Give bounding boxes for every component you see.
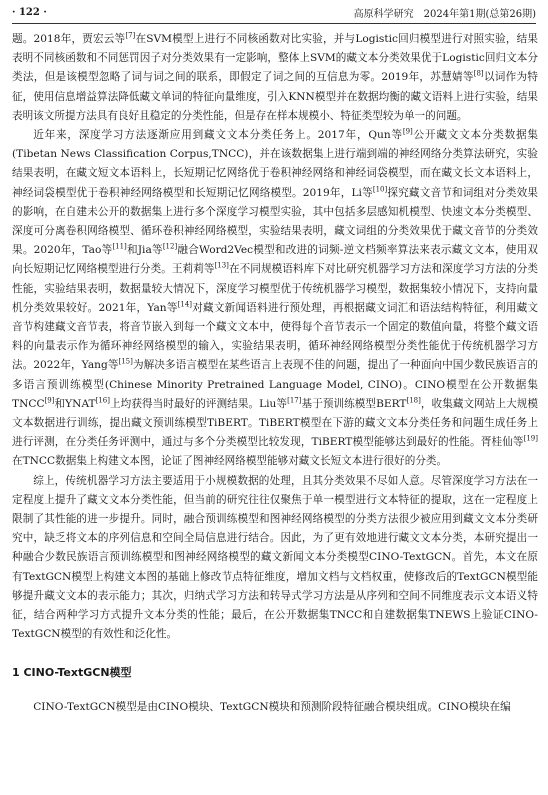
citation-ref: [10]	[372, 185, 388, 194]
paragraph-text: 以词作为特征，使用信息增益算法降低藏文单词的特征向量维度，引入KNN模型并在数据均衡的藏文语料上进行实验，结果表明该文所提方法具有良好且稳定的分类性能，但是存在样本规模小、特征类型较为单一的问题。	[12, 71, 538, 122]
citation-ref: [11]	[112, 242, 127, 251]
citation-ref: [13]	[214, 261, 229, 270]
section-first-line: CINO-TextGCN模型是由CINO模块、TextGCN模块和预测阶段特征融合模块组成。CINO模块在编	[33, 700, 511, 713]
citation-ref: [16]	[95, 396, 110, 405]
paragraph-text: 题。2018年，贾宏云等	[12, 33, 126, 45]
article-body	[12, 30, 538, 717]
running-header	[12, 4, 536, 24]
paragraph-text: 综上，传统机器学习方法主要适用于小规模数据的处理，且其分类效果不尽如人意。尽管深度学习方法在一定程度上提升了藏文文本分类性能，但当前的研究往往仅聚焦于单一模型进行文本特征的提取，这在一定程度上限制了其性能的进一步提升。同时，融合预训练模型和图神经网络模型的分类方法很少被应用到藏文文本分类研究中，缺乏将文本的序列信息和空间全局信息进行结合。因此，为了更有效地进行藏文文本分类，本研究提出一种融合少数民族语言预训练模型和图神经网络模型的藏文新闻文本分类模型CINO-TextGCN。首先，本文在原有TextGCN模型上构建文本图的基础上修改节点特征维度，增加文档与文档权重，使修改后的TextGCN模型能够提升藏文文本的表示能力；其次，归纳式学习方法和转导式学习方法是从序列和空间不同维度表示文本语义特征，结合两种学习方式提升文本分类的性能；最后，在公开数据集TNCC和自建数据集TNEWS上验证CINO-TextGCN模型的有效性和泛化性。	[12, 474, 538, 641]
journal-issue-label: 高原科学研究 2024年第1期(总第26期)	[353, 8, 536, 20]
citation-ref: [18]	[406, 396, 421, 405]
paragraph-text: 在不同规模语料库下对比研究机器学习方法和深度学习方法的分类性能，实验结果表明，数据量较大情况下，深度学习模型优于传统机器学习模型，数据集较小情况下，支持向量机分类效果较好。2021年，Yan等	[12, 263, 539, 314]
paragraph-text: ，收集藏文网站上大规模文本数据进行训练，提出藏文预训练模型TiBERT。TiBERT模型在下游的藏文文本分类任务和问题生成任务上进行评测，在分类任务评测中，通过与多个分类模型比较发现，TiBERT模型能够达到最好的性能。胥桂仙等	[12, 397, 539, 449]
citation-ref: [19]	[523, 434, 538, 443]
paragraph-text: 和Jia等	[126, 244, 163, 257]
citation-ref: [14]	[177, 300, 193, 309]
paragraph-text: 近年来，深度学习方法逐渐应用到藏文文本分类任务上。2017年，Qun等	[33, 129, 403, 142]
paragraph-text: 基于预训练模型BERT	[301, 397, 407, 410]
paragraph-text: 融合Word2Vec模型和改进的词频-逆文档频率算法来表示藏文文本，使用双向长短期记忆网络模型进行分类。王莉莉等	[12, 244, 538, 276]
citation-ref: [7]	[125, 31, 136, 40]
body-paragraph	[12, 30, 538, 126]
paragraph-text: 公开藏文文本分类数据集(Tibetan News Classification Corpus,TNCC)，并在该数据集上进行端到端的神经网络分类算法研究，实验结果表明，在藏文短文本语料上，长短期记忆网络优于卷积神经网络和神经词袋模型，而在藏文长文本语料上，神经词袋模型优于卷积神经网络模型和长短期记忆网络模型。2019年，Li等	[12, 129, 538, 199]
citation-ref: [17]	[287, 396, 302, 405]
section-heading: 1 CINO-TextGCN模型	[12, 665, 132, 679]
citation-ref: [9]	[44, 396, 55, 405]
citation-ref: [15]	[118, 357, 133, 366]
citation-ref: [9]	[402, 127, 413, 136]
citation-ref: [8]	[473, 69, 484, 78]
body-paragraph	[12, 126, 538, 472]
paragraph-text: 在TNCC数据集上构建文本图，论证了图神经网络模型能够对藏文长短文本进行很好的分类。	[12, 455, 448, 468]
paragraph-text: 探究藏文音节和词组对分类效果的影响，在自建未公开的数据集上进行多个深度学习模型实验，其中包括多层感知机模型、快速文本分类模型、深度可分离卷积网络模型、循环卷积神经网络模型，实验结果表明，藏文词组的分类效果优于藏文音节的分类效果。2020年，Tao等	[12, 186, 538, 257]
paragraph-text: 对藏文新闻语料进行预处理，再根据藏文词汇和语法结构特征，利用藏文音节构建藏文音节表，将音节嵌入到每一个藏文文本中，使得每个音节表示一个固定的数值向量，将整个藏文语料的向量表示作为循环神经网络模型的输入，实验结果表明，循环神经网络模型分类性能优于传统机器学习方法。2022年，Yang等	[12, 301, 538, 372]
body-paragraph	[12, 472, 538, 645]
citation-ref: [12]	[162, 242, 178, 251]
paragraph-text: 为解决多语言模型在某些语言上表现不佳的问题，提出了一种面向中国少数民族语言的多语言预训练模型(Chinese Minority Pretrained Language Model, CINO)。CINO模型在公开数据集TNCC	[12, 359, 538, 410]
paragraph-text: 在SVM模型上进行不同核函数对比实验，并与Logistic回归模型进行对照实验，结果表明不同核函数和不同惩罚因子对分类效果有一定影响，整体上SVM的藏文本分类效果优于Logistic回归文本分类法，但是该模型忽略了词与词之间的联系，即假定了词之间的互信息为零。2019年，苏慧婧等	[12, 33, 538, 84]
paragraph-text: 和YNAT	[54, 397, 96, 410]
page-number: · 122 ·	[12, 6, 47, 18]
paragraph-text: 上均获得当时最好的评测结果。Liu等	[109, 397, 288, 410]
paragraph-container	[12, 30, 538, 645]
